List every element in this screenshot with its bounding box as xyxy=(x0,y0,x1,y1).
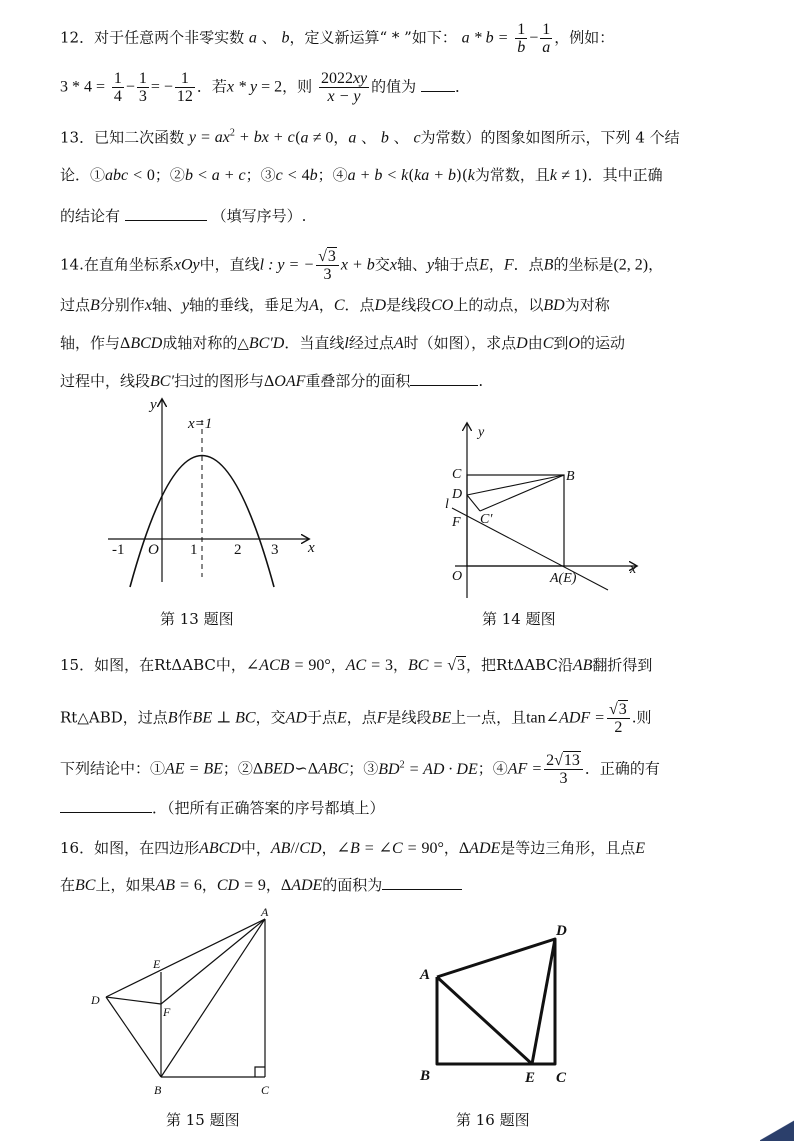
fig13-y-label: y xyxy=(150,397,157,413)
q13-answer-blank[interactable] xyxy=(125,206,207,221)
fig16-label-D: D xyxy=(556,923,567,939)
fig14-label-l: l xyxy=(445,497,449,512)
fig16-segment-ED xyxy=(532,939,555,1064)
fig14-square-diagram xyxy=(440,418,660,606)
page-corner-decoration xyxy=(760,1119,794,1141)
fig13-tick-neg1: -1 xyxy=(112,542,125,558)
fig16-label-B: B xyxy=(420,1068,431,1084)
q14-line2: 过点B分别作x轴、y轴的垂线，垂足为A，C．点D是线段CO上的动点，以BD为对称 xyxy=(60,296,610,314)
fig15-segment-AF xyxy=(161,919,265,1004)
q14-line3: 轴，作与ΔBCD成轴对称的△BC′D．当直线l经过点A时（如图），求点D由C到O的运动 xyxy=(60,334,625,352)
fig13-tick-1: 1 xyxy=(190,542,198,558)
fig14-label-O: O xyxy=(452,569,463,584)
fig14-x-label: x xyxy=(630,562,637,577)
fig14-segment-DB xyxy=(467,475,564,495)
fig13-tick-2: 2 xyxy=(234,542,242,558)
fig15-label-C: C xyxy=(261,1083,270,1097)
fig16-label-E: E xyxy=(525,1070,536,1086)
q12-answer-blank[interactable] xyxy=(421,77,455,92)
q13-line1: 13．已知二次函数 $y = ax^2$ + bx + c(a ≠ 0，a 、 b 、 c为常数）的图象如图所示，下列 4 个结 xyxy=(60,128,680,147)
fig15-label-A: A xyxy=(261,905,269,919)
q14-line4: 过程中，线段BC′扫过的图形与ΔOAF重叠部分的面积 . xyxy=(60,372,484,390)
fig13-origin: O xyxy=(148,542,159,558)
fig15-segment-DB xyxy=(106,997,161,1077)
q14-line1: 14.在直角坐标系xOy中，直线l : y = − $\frac{√3}{3}$ x + b交x轴、y轴于点E，F．点B的坐标是(2, 2)， xyxy=(60,248,664,283)
fig14-label-AE: A(E) xyxy=(550,571,577,586)
fig14-line-l xyxy=(452,508,608,590)
q15-line2: Rt△ABD，过点B作BE ⊥ BC，交AD于点E，点F是线段BE上一点，且tan∠ADF = $\frac{√3}{2}$ .则 xyxy=(60,701,652,736)
q14-answer-blank[interactable] xyxy=(410,371,478,386)
fig15-segment-DF xyxy=(106,997,161,1004)
fig16-segment-AE xyxy=(437,977,532,1064)
fig15-triangle-diagram xyxy=(85,902,285,1107)
q12-line2: 3 * 4 = $\frac{1}{4}$ − $\frac{1}{3}$ = − $\frac{1}{12}$ ．若x * y = 2，则 $\frac{2022xy}{x - y}$ 的值为 ． xyxy=(60,70,470,105)
fig14-label-B: B xyxy=(566,469,575,484)
fig13-parabola-graph xyxy=(100,392,340,592)
fig13-caption: 第 13 题图 xyxy=(160,610,234,628)
q12-line1: 12．对于任意两个非零实数 a 、 b，定义新运算“ * ”如下： a * b = $\frac{1}{b}$ − $\frac{1}{a}$ ，例如： xyxy=(60,21,615,56)
fig13-x-label: x xyxy=(308,540,315,556)
fig16-quadrilateral-ABCD xyxy=(437,939,555,1064)
fig14-label-C1: C′ xyxy=(480,512,493,527)
fig14-label-D: D xyxy=(452,487,463,502)
q15-answer-blank[interactable] xyxy=(60,798,152,813)
fig13-sym-label: x=1 xyxy=(188,416,213,432)
fig15-right-angle-mark xyxy=(255,1067,265,1077)
q15-line3: 下列结论中：①AE = BE；②ΔBED∽ΔABC；$③BD^2$ = AD · DE；④AF = $\frac{2√13}{3}$ ．正确的有 xyxy=(60,752,660,787)
fig16-caption: 第 16 题图 xyxy=(456,1111,530,1129)
q13-line2: 论．①abc < 0；②b < a + c；③c < 4b；④a + b < k(ka + b)(k为常数，且k ≠ 1)．其中正确 xyxy=(60,166,663,184)
fig14-label-C: C xyxy=(452,467,462,482)
q15-line4: ．（把所有正确答案的序号都填上） xyxy=(60,797,754,819)
fig15-label-E: E xyxy=(153,957,161,971)
fig15-label-D: D xyxy=(91,993,100,1007)
q15-line1: 15．如图，在RtΔABC中，∠ACB = 90°，AC = 3，BC = √3，把RtΔABC沿AB翻折得到 xyxy=(60,656,653,674)
fig15-segment-AB xyxy=(161,919,265,1077)
q13-line3: 的结论有 （填写序号）. xyxy=(60,207,307,225)
q16-line1: 16．如图，在四边形ABCD中，AB//CD，∠B = ∠C = 90°，ΔADE是等边三角形，且点E xyxy=(60,839,646,857)
fig14-y-label: y xyxy=(478,425,485,440)
fig14-segment-C1B xyxy=(480,475,564,511)
fig15-label-F: F xyxy=(163,1005,171,1019)
fig14-caption: 第 14 题图 xyxy=(482,610,556,628)
fig13-tick-3: 3 xyxy=(271,542,279,558)
fig14-label-F: F xyxy=(452,515,461,530)
q16-line2: 在BC上，如果AB = 6，CD = 9，ΔADE的面积为 xyxy=(60,874,754,897)
q16-answer-blank[interactable] xyxy=(382,875,462,890)
fig16-quadrilateral-diagram xyxy=(410,915,590,1095)
fig15-segment-AD xyxy=(106,919,265,997)
fig15-label-B: B xyxy=(154,1083,162,1097)
fig15-caption: 第 15 题图 xyxy=(166,1111,240,1129)
fig16-label-C: C xyxy=(556,1070,567,1086)
fig16-label-A: A xyxy=(420,967,431,983)
fig14-segment-DC1 xyxy=(467,495,480,511)
